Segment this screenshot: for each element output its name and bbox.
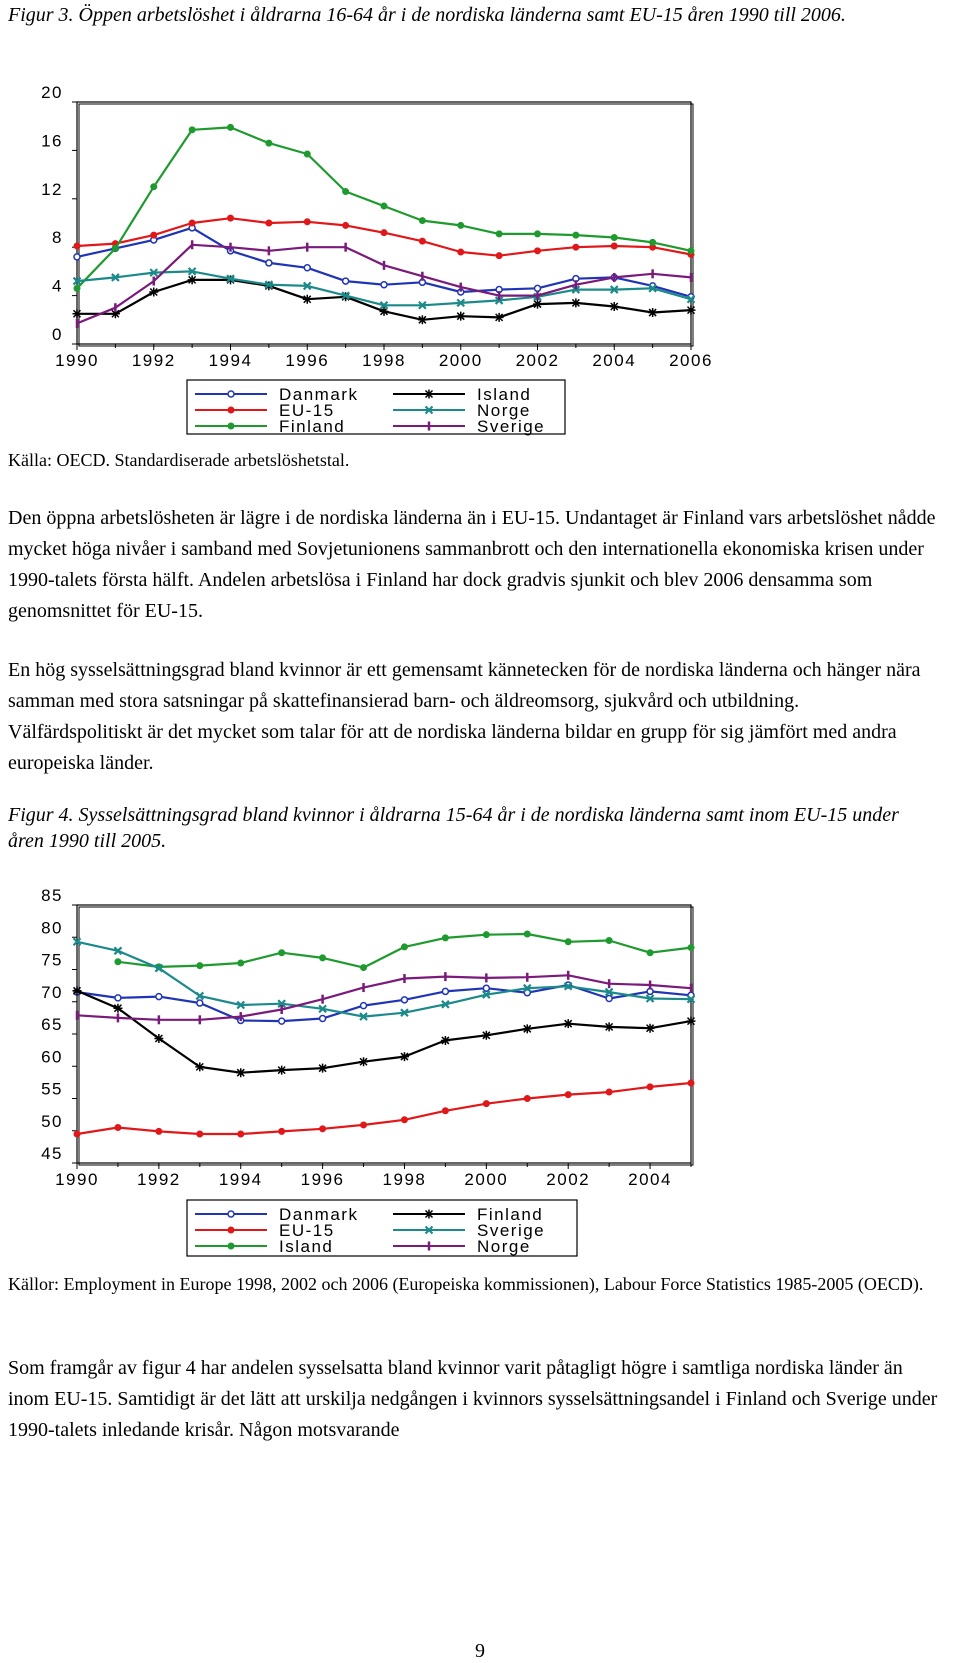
chart1-point-eu-15 (535, 248, 541, 254)
chart2-point-finland (154, 1034, 163, 1043)
chart2-point-eu-15 (115, 1125, 121, 1131)
figure3-caption: Figur 3. Öppen arbetslöshet i åldrarna 16-64 år i de nordiska länderna samt EU-15 åren 1990 till 2006. (8, 4, 846, 26)
chart2-line-eu-15 (77, 1083, 691, 1134)
chart2-ytick-label: 85 (41, 886, 63, 905)
chart1-point-eu-15 (573, 244, 579, 250)
chart2-plot-shadow (79, 907, 693, 1165)
chart2-point-island (606, 937, 612, 943)
chart1-point-eu-15 (266, 220, 272, 226)
chart1-ytick-label: 8 (52, 228, 63, 248)
chart2-point-island (565, 939, 571, 945)
chart1-point-finland (112, 245, 118, 251)
chart1-point-eu-15 (496, 253, 502, 259)
chart2-point-island (238, 960, 244, 966)
chart1-point-danmark (343, 278, 349, 284)
chart2-legend-label-eu-15: EU-15 (279, 1221, 335, 1240)
chart2-point-finland (318, 1064, 327, 1073)
chart2-point-eu-15 (320, 1126, 326, 1132)
chart2-point-finland (400, 1052, 409, 1061)
chart1-point-island (533, 300, 542, 309)
chart1-xtick-label: 2000 (438, 351, 483, 370)
chart2-legend-label-finland: Finland (477, 1205, 544, 1224)
chart1-xtick-label: 1992 (131, 351, 176, 370)
chart2-point-eu-15 (401, 1117, 407, 1123)
chart1-legend-label-island: Island (477, 385, 532, 404)
chart1-point-danmark (304, 265, 310, 271)
figure4-chart (0, 880, 760, 1280)
chart2-xtick-label: 2002 (546, 1170, 591, 1189)
chart1-point-finland (419, 218, 425, 224)
chart2-legend-eu-15-marker (228, 1227, 234, 1233)
chart2-ytick-label: 50 (41, 1111, 63, 1131)
paragraph-unemployment: Den öppna arbetslösheten är lägre i de nordiska länderna än i EU-15. Undantaget är Finland vars arbetslöshet nådde mycket höga nivåer i samband med Sovjetunionens sammanbrott och den internationella ekonomiska krisen under 1990-talets första hälft. Andelen arbetslösa i Finland har dock gradvis sjunkit och blev 2006 densamma som genomsnittet för EU-15. (8, 507, 936, 622)
chart2-point-finland (73, 986, 82, 995)
chart2-point-eu-15 (524, 1096, 530, 1102)
body-text-1 (8, 503, 938, 779)
chart2-point-eu-15 (688, 1080, 694, 1086)
chart1-point-finland (304, 151, 310, 157)
chart2-series-eu-15 (74, 1080, 694, 1137)
chart2-legend-island-marker (228, 1243, 234, 1249)
chart2-point-eu-15 (442, 1108, 448, 1114)
chart1-point-finland (381, 203, 387, 209)
chart1-point-finland (496, 231, 502, 237)
chart2-point-island (197, 963, 203, 969)
chart1-point-island (418, 315, 427, 324)
chart2-xtick-label: 2000 (464, 1170, 509, 1189)
chart1-legend-label-eu-15: EU-15 (279, 401, 335, 420)
chart1-point-finland (535, 231, 541, 237)
chart2-point-island (647, 950, 653, 956)
chart1-ytick-label: 0 (52, 325, 63, 344)
chart2-point-eu-15 (647, 1084, 653, 1090)
figure3-source: Källa: OECD. Standardiserade arbetslöshetstal. (8, 450, 350, 470)
chart1-point-finland (228, 124, 234, 130)
chart1-ytick-label: 20 (41, 83, 63, 102)
chart1-ytick-label: 4 (52, 276, 63, 296)
chart2-point-island (524, 931, 530, 937)
chart2-xtick-label: 1996 (300, 1170, 345, 1189)
chart2-point-island (320, 955, 326, 961)
chart2-point-danmark (279, 1018, 285, 1024)
chart2-point-danmark (197, 1000, 203, 1006)
chart2-point-eu-15 (483, 1101, 489, 1107)
chart1-point-island (648, 308, 657, 317)
chart2-point-danmark (320, 1016, 326, 1022)
paragraph-comparison: Som framgår av figur 4 har andelen sysselsatta bland kvinnor varit påtagligt högre i samtliga nordiska länder än inom EU-15. Samtidigt är det lätt att urskilja nedgången i kvinnors sysselsättningsandel i Finland och Sverige under 1990-talets inledande krisår. Någon motsvarande (8, 1357, 938, 1441)
chart1-legend-label-sverige: Sverige (477, 417, 546, 436)
chart2-point-eu-15 (156, 1128, 162, 1134)
paragraph-employment: En hög sysselsättningsgrad bland kvinnor är ett gemensamt kännetecken för de nordiska länderna och hänger nära samman med stora satsningar på skattefinansierad barn- och äldreomsorg, sjukvård och utbildning. Välfärdspolitiskt är det mycket som talar för att de nordiska länderna bildar en grupp för sig jämfört med andra europeiska länder. (8, 659, 921, 774)
chart2-legend-label-danmark: Danmark (279, 1205, 359, 1224)
chart2-series-island (115, 931, 694, 971)
chart2-point-danmark (606, 996, 612, 1002)
body-text-2 (8, 1353, 938, 1446)
chart1-point-finland (650, 239, 656, 245)
chart2-point-eu-15 (361, 1122, 367, 1128)
chart1-point-finland (611, 235, 617, 241)
chart2-point-finland (441, 1036, 450, 1045)
chart1-point-eu-15 (381, 230, 387, 236)
chart1-legend-finland-marker (228, 423, 234, 429)
chart2-point-danmark (361, 1003, 367, 1009)
chart1-legend-island-marker (425, 390, 434, 399)
chart1-point-eu-15 (419, 238, 425, 244)
chart2-point-finland (564, 1019, 573, 1028)
chart1-point-island (495, 313, 504, 322)
chart2-series-danmark (74, 982, 694, 1024)
chart2-xtick-label: 1994 (218, 1170, 263, 1189)
chart2-point-finland (113, 1004, 122, 1013)
chart1-ytick-label: 16 (41, 131, 63, 151)
chart1-xtick-label: 2006 (669, 351, 713, 370)
chart2-point-island (483, 932, 489, 938)
chart2-point-eu-15 (197, 1131, 203, 1137)
chart2-point-island (442, 935, 448, 941)
chart2-point-danmark (115, 995, 121, 1001)
chart2-legend-label-norge: Norge (477, 1237, 531, 1256)
chart1-legend-danmark-marker (228, 391, 234, 397)
chart2-point-finland (236, 1068, 245, 1077)
chart2-ytick-label: 60 (41, 1047, 63, 1067)
chart2-point-eu-15 (565, 1092, 571, 1098)
chart2-series-finland (73, 986, 696, 1077)
chart2-point-finland (523, 1024, 532, 1033)
chart1-point-danmark (266, 260, 272, 266)
chart2-legend-danmark-marker (228, 1211, 234, 1217)
chart1-point-island (188, 275, 197, 284)
chart1-point-danmark (535, 285, 541, 291)
chart1-point-finland (189, 127, 195, 133)
chart2-point-finland (359, 1057, 368, 1066)
chart1-point-finland (573, 232, 579, 238)
chart1-legend-eu-15-marker (228, 407, 234, 413)
chart2-xtick-label: 2004 (628, 1170, 672, 1189)
page-number: 9 (475, 1640, 485, 1662)
chart1-ytick-label: 12 (41, 179, 63, 199)
chart2-ytick-label: 75 (41, 950, 63, 970)
chart2-xtick-label: 1998 (382, 1170, 427, 1189)
chart2-point-island (688, 945, 694, 951)
chart1-point-island (149, 287, 158, 296)
chart2-point-danmark (442, 988, 448, 994)
chart2-ytick-label: 45 (41, 1144, 63, 1163)
chart1-xtick-label: 2004 (592, 351, 637, 370)
chart1-xtick-label: 1990 (55, 351, 99, 370)
chart1-point-island (456, 312, 465, 321)
chart1-point-island (687, 306, 696, 315)
chart1-point-eu-15 (74, 243, 80, 249)
chart1-point-island (303, 295, 312, 304)
chart2-series-sverige (74, 938, 695, 1020)
chart1-point-finland (458, 222, 464, 228)
chart1-point-finland (688, 248, 694, 254)
chart2-point-eu-15 (606, 1089, 612, 1095)
chart1-point-danmark (74, 254, 80, 260)
chart1-point-island (571, 298, 580, 307)
chart2-point-danmark (156, 994, 162, 1000)
chart1-point-eu-15 (458, 249, 464, 255)
chart2-point-eu-15 (238, 1131, 244, 1137)
chart1-point-eu-15 (343, 222, 349, 228)
chart2-point-danmark (483, 985, 489, 991)
chart1-legend-label-finland: Finland (279, 417, 346, 436)
chart2-plot-frame (77, 905, 691, 1163)
chart2-point-danmark (401, 997, 407, 1003)
chart1-point-finland (151, 184, 157, 190)
chart2-line-sverige (77, 942, 691, 1017)
chart1-xtick-label: 1998 (362, 351, 406, 370)
chart2-legend-finland-marker (425, 1210, 434, 1219)
chart1-legend-label-danmark: Danmark (279, 385, 359, 404)
chart1-xtick-label: 2002 (515, 351, 560, 370)
chart1-point-island (73, 309, 82, 318)
chart1-point-eu-15 (151, 232, 157, 238)
chart1-legend-label-norge: Norge (477, 401, 531, 420)
chart2-point-finland (605, 1022, 614, 1031)
chart2-xtick-label: 1990 (55, 1170, 99, 1189)
chart2-xtick-label: 1992 (136, 1170, 181, 1189)
chart2-point-finland (482, 1031, 491, 1040)
chart1-point-eu-15 (611, 243, 617, 249)
chart2-line-island (118, 934, 691, 968)
chart2-point-eu-15 (279, 1128, 285, 1134)
chart2-point-eu-15 (74, 1131, 80, 1137)
chart2-ytick-label: 65 (41, 1015, 63, 1034)
chart2-ytick-label: 55 (41, 1079, 63, 1099)
chart1-xtick-label: 1994 (208, 351, 253, 370)
chart2-point-finland (687, 1017, 696, 1026)
chart2-point-island (115, 959, 121, 965)
figure4-caption: Figur 4. Sysselsättningsgrad bland kvinnor i åldrarna 15-64 år i de nordiska länderna samt inom EU-15 under åren 1990 till 2005. (8, 804, 899, 852)
chart2-legend-label-island: Island (279, 1237, 334, 1256)
chart1-point-finland (74, 285, 80, 291)
chart2-point-finland (646, 1024, 655, 1033)
chart2-legend-label-sverige: Sverige (477, 1221, 546, 1240)
chart1-point-finland (266, 140, 272, 146)
chart2-point-island (401, 944, 407, 950)
chart1-point-finland (343, 189, 349, 195)
chart2-point-finland (195, 1062, 204, 1071)
chart1-point-eu-15 (304, 219, 310, 225)
chart1-point-eu-15 (228, 215, 234, 221)
chart1-point-eu-15 (189, 220, 195, 226)
chart2-point-island (279, 950, 285, 956)
chart1-point-danmark (381, 282, 387, 288)
chart2-point-island (361, 965, 367, 971)
chart1-point-island (610, 302, 619, 311)
figure4-source: Källor: Employment in Europe 1998, 2002 och 2006 (Europeiska kommissionen), Labour Force Statistics 1985-2005 (OECD). (8, 1274, 924, 1294)
chart2-ytick-label: 80 (41, 918, 63, 938)
chart2-point-finland (277, 1066, 286, 1075)
chart1-xtick-label: 1996 (285, 351, 330, 370)
figure3-chart (0, 80, 760, 550)
chart2-ytick-label: 70 (41, 982, 63, 1002)
